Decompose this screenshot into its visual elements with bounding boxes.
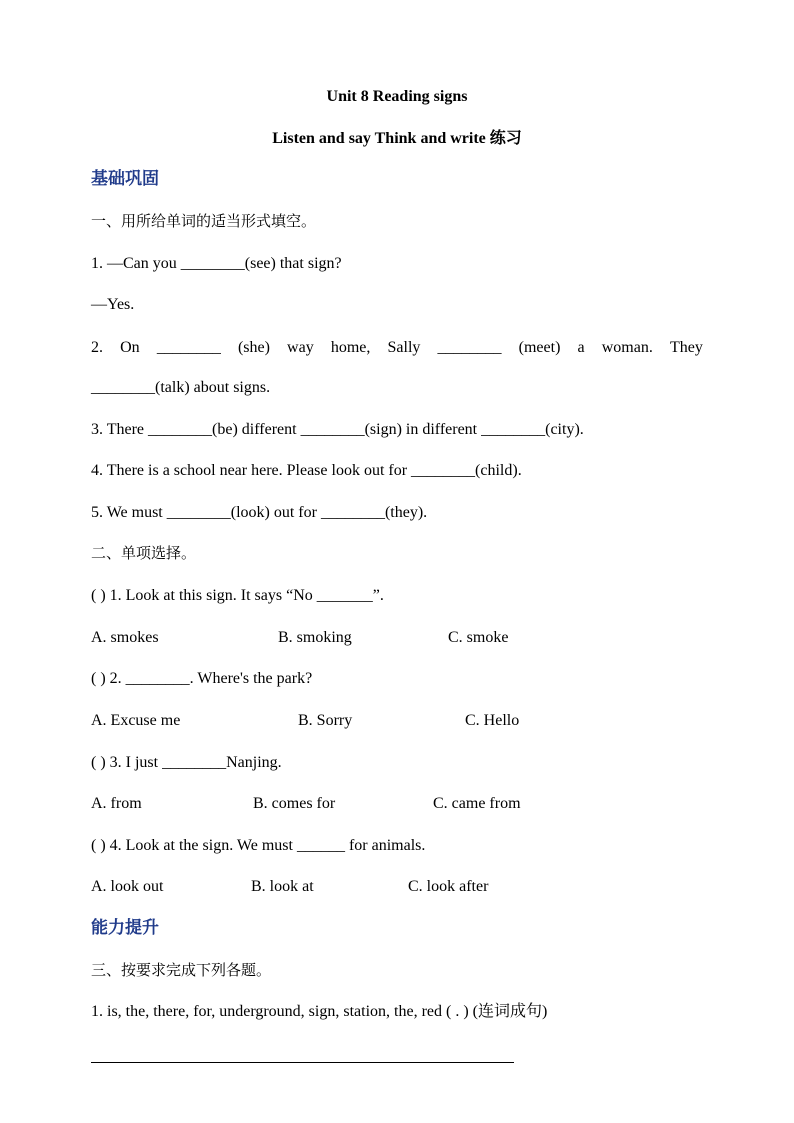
option-b: B. comes for <box>253 795 336 812</box>
part1-question-3: 3. There ________(be) different ________(sign) in different ________(city). <box>91 421 584 438</box>
section-basic-heading: 基础巩固 <box>91 169 159 189</box>
option-c: C. smoke <box>448 629 509 646</box>
option-b: B. Sorry <box>298 712 353 729</box>
answer-line[interactable] <box>91 1062 514 1063</box>
page-title: Unit 8 Reading signs <box>326 88 468 105</box>
part1-heading: 一、用所给单词的适当形式填空。 <box>91 212 317 230</box>
part1-question-2-continued: ________(talk) about signs. <box>91 379 271 396</box>
part3-question-1: 1. is, the, there, for, underground, sign, station, the, red ( . ) (连词成句) <box>91 1003 548 1020</box>
word: a <box>577 339 585 356</box>
blank: ________ <box>156 339 221 356</box>
word: Sally <box>387 339 421 356</box>
word: woman. <box>601 339 653 356</box>
word: way <box>287 339 314 356</box>
option-a: A. look out <box>91 878 164 895</box>
part1-question-5: 5. We must ________(look) out for ________(they). <box>91 504 428 521</box>
part1-question-4: 4. There is a school near here. Please look out for ________(child). <box>91 462 522 479</box>
part2-heading: 二、单项选择。 <box>91 544 197 562</box>
option-b: B. smoking <box>278 629 352 646</box>
word: On <box>120 339 140 356</box>
word: (meet) <box>518 339 561 356</box>
word: (she) <box>237 339 270 356</box>
part2-question-2: ( ) 2. ________. Where's the park? <box>91 670 313 687</box>
part1-question-2 <box>91 338 703 358</box>
part2-question-1: ( ) 1. Look at this sign. It says “No _______”. <box>91 587 384 604</box>
part1-question-1-reply: —Yes. <box>91 296 135 313</box>
option-b: B. look at <box>251 878 314 895</box>
page-subtitle: Listen and say Think and write 练习 <box>272 130 522 147</box>
option-c: C. Hello <box>465 712 520 729</box>
blank: ________ <box>437 339 502 356</box>
option-c: C. came from <box>433 795 521 812</box>
part1-question-1: 1. —Can you ________(see) that sign? <box>91 255 342 272</box>
word: They <box>669 339 703 356</box>
word: home, <box>330 339 371 356</box>
part3-heading: 三、按要求完成下列各题。 <box>91 961 272 979</box>
part2-question-4: ( ) 4. Look at the sign. We must ______ for animals. <box>91 837 426 854</box>
section-advanced-heading: 能力提升 <box>91 918 159 938</box>
option-a: A. from <box>91 795 142 812</box>
option-a: A. Excuse me <box>91 712 181 729</box>
word: 2. <box>91 339 103 356</box>
option-c: C. look after <box>408 878 489 895</box>
option-a: A. smokes <box>91 629 159 646</box>
part2-question-3: ( ) 3. I just ________Nanjing. <box>91 754 282 771</box>
